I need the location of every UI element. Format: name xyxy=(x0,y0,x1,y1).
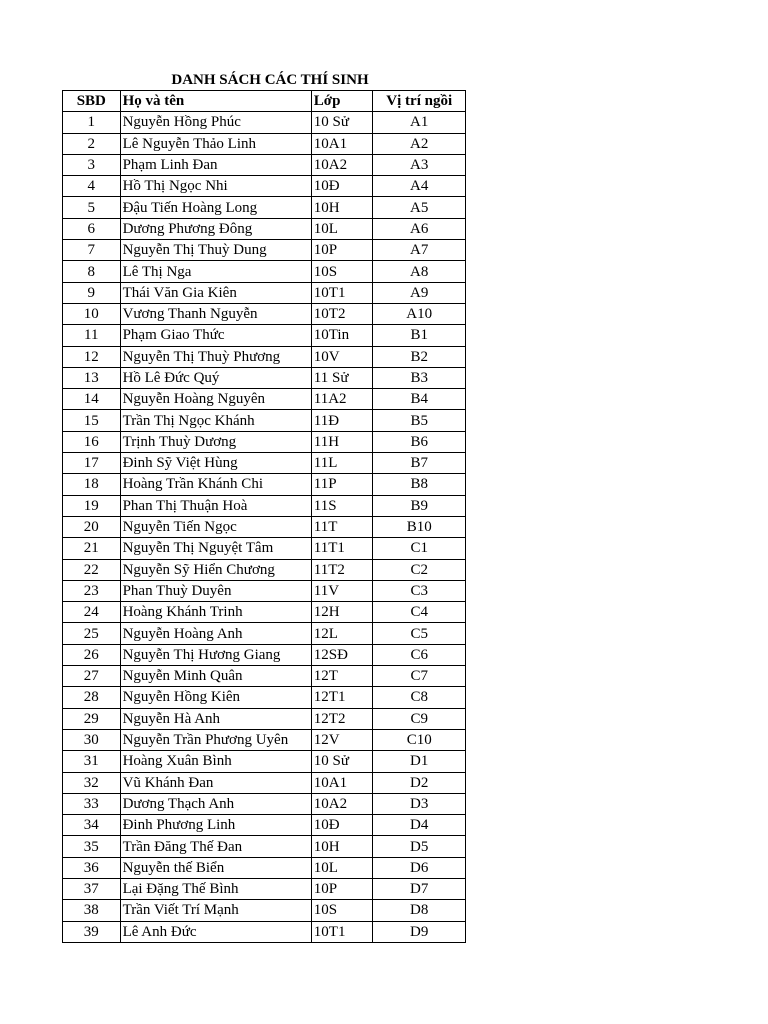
cell-name: Dương Phương Đông xyxy=(120,218,311,239)
table-row xyxy=(63,751,466,772)
header-class: Lớp xyxy=(311,91,373,112)
cell-seat: B8 xyxy=(373,474,466,495)
table-row xyxy=(63,112,466,133)
cell-sbd: 34 xyxy=(63,815,121,836)
cell-class: 12T2 xyxy=(311,708,373,729)
cell-class: 10T2 xyxy=(311,303,373,324)
table-header xyxy=(63,91,466,112)
cell-seat: C10 xyxy=(373,729,466,750)
table-row xyxy=(63,666,466,687)
cell-sbd: 4 xyxy=(63,176,121,197)
table-row xyxy=(63,921,466,942)
cell-class: 10H xyxy=(311,836,373,857)
cell-sbd: 36 xyxy=(63,857,121,878)
cell-name: Nguyễn Hoàng Anh xyxy=(120,623,311,644)
cell-seat: A1 xyxy=(373,112,466,133)
cell-sbd: 32 xyxy=(63,772,121,793)
cell-seat: D8 xyxy=(373,900,466,921)
cell-seat: B7 xyxy=(373,453,466,474)
table-row xyxy=(63,154,466,175)
cell-seat: A3 xyxy=(373,154,466,175)
table-row xyxy=(63,240,466,261)
cell-sbd: 20 xyxy=(63,516,121,537)
cell-class: 10H xyxy=(311,197,373,218)
cell-name: Phan Thị Thuận Hoà xyxy=(120,495,311,516)
table-row xyxy=(63,431,466,452)
cell-class: 10 Sử xyxy=(311,112,373,133)
cell-seat: D7 xyxy=(373,878,466,899)
cell-name: Nguyễn Thị Thuỳ Phương xyxy=(120,346,311,367)
table-row xyxy=(63,793,466,814)
header-row xyxy=(63,91,466,112)
table-row xyxy=(63,687,466,708)
cell-seat: A7 xyxy=(373,240,466,261)
cell-seat: D2 xyxy=(373,772,466,793)
table-row xyxy=(63,282,466,303)
cell-class: 11P xyxy=(311,474,373,495)
cell-class: 11H xyxy=(311,431,373,452)
cell-sbd: 22 xyxy=(63,559,121,580)
cell-class: 10V xyxy=(311,346,373,367)
cell-seat: B5 xyxy=(373,410,466,431)
cell-sbd: 17 xyxy=(63,453,121,474)
cell-class: 11Đ xyxy=(311,410,373,431)
cell-name: Hoàng Xuân Bình xyxy=(120,751,311,772)
cell-seat: C1 xyxy=(373,538,466,559)
cell-name: Trần Viết Trí Mạnh xyxy=(120,900,311,921)
cell-sbd: 7 xyxy=(63,240,121,261)
cell-seat: B2 xyxy=(373,346,466,367)
cell-name: Nguyễn Hà Anh xyxy=(120,708,311,729)
cell-sbd: 13 xyxy=(63,367,121,388)
table-row xyxy=(63,197,466,218)
cell-name: Hồ Thị Ngọc Nhi xyxy=(120,176,311,197)
cell-sbd: 23 xyxy=(63,580,121,601)
cell-sbd: 9 xyxy=(63,282,121,303)
cell-sbd: 1 xyxy=(63,112,121,133)
cell-class: 10P xyxy=(311,878,373,899)
table-row xyxy=(63,644,466,665)
cell-sbd: 15 xyxy=(63,410,121,431)
cell-sbd: 29 xyxy=(63,708,121,729)
cell-class: 10A2 xyxy=(311,793,373,814)
cell-sbd: 14 xyxy=(63,389,121,410)
cell-seat: A2 xyxy=(373,133,466,154)
cell-seat: C7 xyxy=(373,666,466,687)
cell-sbd: 6 xyxy=(63,218,121,239)
cell-name: Thái Văn Gia Kiên xyxy=(120,282,311,303)
cell-sbd: 37 xyxy=(63,878,121,899)
cell-name: Lê Anh Đức xyxy=(120,921,311,942)
table-row xyxy=(63,389,466,410)
cell-seat: C3 xyxy=(373,580,466,601)
table-body xyxy=(63,112,466,943)
cell-class: 12T1 xyxy=(311,687,373,708)
cell-sbd: 39 xyxy=(63,921,121,942)
cell-seat: D3 xyxy=(373,793,466,814)
cell-class: 10Tin xyxy=(311,325,373,346)
cell-class: 10Đ xyxy=(311,176,373,197)
cell-class: 10L xyxy=(311,857,373,878)
table-row xyxy=(63,602,466,623)
cell-sbd: 12 xyxy=(63,346,121,367)
cell-sbd: 30 xyxy=(63,729,121,750)
cell-name: Nguyễn Trần Phương Uyên xyxy=(120,729,311,750)
table-row xyxy=(63,878,466,899)
header-seat: Vị trí ngồi xyxy=(373,91,466,112)
cell-seat: C5 xyxy=(373,623,466,644)
page-title: DANH SÁCH CÁC THÍ SINH xyxy=(171,72,369,88)
table-row xyxy=(63,538,466,559)
cell-sbd: 11 xyxy=(63,325,121,346)
cell-name: Đậu Tiến Hoàng Long xyxy=(120,197,311,218)
cell-sbd: 2 xyxy=(63,133,121,154)
cell-class: 11V xyxy=(311,580,373,601)
cell-seat: C2 xyxy=(373,559,466,580)
cell-seat: B6 xyxy=(373,431,466,452)
cell-name: Nguyễn Thị Nguyệt Tâm xyxy=(120,538,311,559)
cell-sbd: 33 xyxy=(63,793,121,814)
cell-seat: B3 xyxy=(373,367,466,388)
table-row xyxy=(63,410,466,431)
table-row xyxy=(63,453,466,474)
table-row xyxy=(63,346,466,367)
cell-sbd: 8 xyxy=(63,261,121,282)
cell-name: Nguyễn Sỹ Hiển Chương xyxy=(120,559,311,580)
table-row xyxy=(63,261,466,282)
cell-seat: D4 xyxy=(373,815,466,836)
table-row xyxy=(63,580,466,601)
cell-seat: D6 xyxy=(373,857,466,878)
cell-name: Vương Thanh Nguyễn xyxy=(120,303,311,324)
table-row xyxy=(63,495,466,516)
cell-sbd: 25 xyxy=(63,623,121,644)
cell-sbd: 16 xyxy=(63,431,121,452)
cell-sbd: 3 xyxy=(63,154,121,175)
cell-seat: C4 xyxy=(373,602,466,623)
cell-name: Nguyễn Thị Thuỳ Dung xyxy=(120,240,311,261)
cell-class: 10A2 xyxy=(311,154,373,175)
cell-seat: C6 xyxy=(373,644,466,665)
cell-class: 10L xyxy=(311,218,373,239)
cell-class: 10A1 xyxy=(311,133,373,154)
cell-sbd: 10 xyxy=(63,303,121,324)
cell-class: 12V xyxy=(311,729,373,750)
cell-class: 11L xyxy=(311,453,373,474)
cell-seat: A8 xyxy=(373,261,466,282)
table-row xyxy=(63,474,466,495)
table-row xyxy=(63,176,466,197)
cell-class: 10 Sử xyxy=(311,751,373,772)
cell-class: 10T1 xyxy=(311,282,373,303)
cell-seat: A5 xyxy=(373,197,466,218)
table-row xyxy=(63,367,466,388)
cell-seat: B4 xyxy=(373,389,466,410)
table-row xyxy=(63,772,466,793)
cell-name: Nguyễn Hoàng Nguyên xyxy=(120,389,311,410)
header-sbd: SBD xyxy=(63,91,121,112)
cell-sbd: 5 xyxy=(63,197,121,218)
cell-class: 10A1 xyxy=(311,772,373,793)
cell-sbd: 38 xyxy=(63,900,121,921)
cell-seat: A10 xyxy=(373,303,466,324)
table-row xyxy=(63,218,466,239)
cell-sbd: 35 xyxy=(63,836,121,857)
cell-name: Nguyễn Thị Hương Giang xyxy=(120,644,311,665)
table-row xyxy=(63,623,466,644)
cell-seat: C8 xyxy=(373,687,466,708)
cell-sbd: 24 xyxy=(63,602,121,623)
cell-name: Đinh Sỹ Việt Hùng xyxy=(120,453,311,474)
cell-name: Trần Đăng Thế Đan xyxy=(120,836,311,857)
table-row xyxy=(63,836,466,857)
cell-class: 10S xyxy=(311,900,373,921)
candidate-table xyxy=(62,90,466,943)
table-row xyxy=(63,516,466,537)
table-row xyxy=(63,303,466,324)
cell-seat: C9 xyxy=(373,708,466,729)
cell-sbd: 19 xyxy=(63,495,121,516)
cell-sbd: 27 xyxy=(63,666,121,687)
cell-seat: D5 xyxy=(373,836,466,857)
cell-class: 11T1 xyxy=(311,538,373,559)
table-row xyxy=(63,857,466,878)
cell-name: Hoàng Khánh Trinh xyxy=(120,602,311,623)
cell-sbd: 28 xyxy=(63,687,121,708)
table-row xyxy=(63,729,466,750)
cell-name: Nguyễn Minh Quân xyxy=(120,666,311,687)
header-name: Họ và tên xyxy=(120,91,311,112)
cell-sbd: 26 xyxy=(63,644,121,665)
cell-class: 10P xyxy=(311,240,373,261)
cell-seat: A6 xyxy=(373,218,466,239)
cell-class: 12T xyxy=(311,666,373,687)
table-row xyxy=(63,133,466,154)
cell-seat: D1 xyxy=(373,751,466,772)
cell-name: Phan Thuỳ Duyên xyxy=(120,580,311,601)
cell-sbd: 31 xyxy=(63,751,121,772)
cell-class: 12SĐ xyxy=(311,644,373,665)
table-row xyxy=(63,708,466,729)
cell-seat: D9 xyxy=(373,921,466,942)
cell-name: Phạm Giao Thức xyxy=(120,325,311,346)
cell-seat: A9 xyxy=(373,282,466,303)
cell-class: 10Đ xyxy=(311,815,373,836)
cell-class: 12H xyxy=(311,602,373,623)
cell-name: Trần Thị Ngọc Khánh xyxy=(120,410,311,431)
cell-seat: B9 xyxy=(373,495,466,516)
cell-name: Phạm Linh Đan xyxy=(120,154,311,175)
cell-name: Lê Nguyễn Thảo Linh xyxy=(120,133,311,154)
cell-class: 10S xyxy=(311,261,373,282)
cell-name: Nguyễn Tiến Ngọc xyxy=(120,516,311,537)
table-row xyxy=(63,815,466,836)
cell-name: Hoàng Trần Khánh Chi xyxy=(120,474,311,495)
cell-name: Nguyễn Hồng Kiên xyxy=(120,687,311,708)
cell-class: 11T xyxy=(311,516,373,537)
cell-class: 11T2 xyxy=(311,559,373,580)
cell-sbd: 21 xyxy=(63,538,121,559)
cell-name: Vũ Khánh Đan xyxy=(120,772,311,793)
cell-class: 11S xyxy=(311,495,373,516)
cell-seat: A4 xyxy=(373,176,466,197)
table-row xyxy=(63,559,466,580)
cell-name: Trịnh Thuỳ Dương xyxy=(120,431,311,452)
table-row xyxy=(63,325,466,346)
cell-name: Lại Đặng Thế Bình xyxy=(120,878,311,899)
cell-class: 12L xyxy=(311,623,373,644)
cell-seat: B1 xyxy=(373,325,466,346)
cell-seat: B10 xyxy=(373,516,466,537)
cell-name: Hồ Lê Đức Quý xyxy=(120,367,311,388)
cell-name: Đinh Phương Linh xyxy=(120,815,311,836)
cell-class: 11A2 xyxy=(311,389,373,410)
cell-name: Nguyễn thế Biển xyxy=(120,857,311,878)
cell-class: 10T1 xyxy=(311,921,373,942)
cell-name: Dương Thạch Anh xyxy=(120,793,311,814)
cell-name: Lê Thị Nga xyxy=(120,261,311,282)
table-row xyxy=(63,900,466,921)
cell-name: Nguyễn Hồng Phúc xyxy=(120,112,311,133)
cell-class: 11 Sử xyxy=(311,367,373,388)
cell-sbd: 18 xyxy=(63,474,121,495)
